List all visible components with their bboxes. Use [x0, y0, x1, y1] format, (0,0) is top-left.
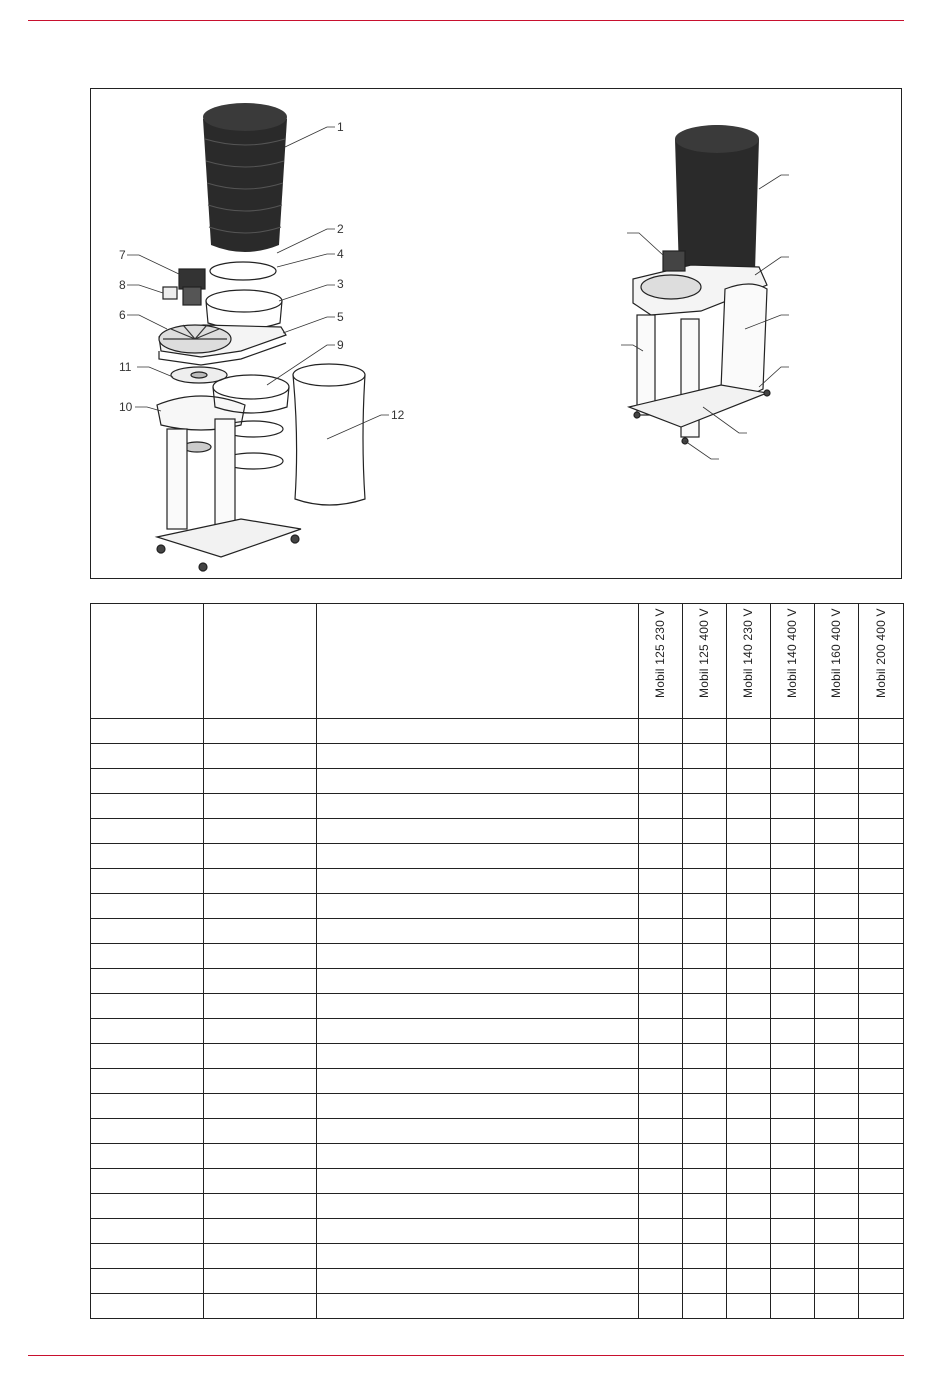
table-cell — [814, 919, 858, 944]
table-cell — [682, 1044, 726, 1069]
table-cell — [770, 719, 814, 744]
callout-5: 5 — [337, 310, 344, 324]
table-cell — [317, 1119, 638, 1144]
table-cell — [726, 769, 770, 794]
table-cell — [204, 1144, 317, 1169]
table-cell — [814, 869, 858, 894]
table-cell — [682, 1244, 726, 1269]
table-row — [91, 944, 904, 969]
table-cell — [204, 994, 317, 1019]
table-cell — [682, 944, 726, 969]
model-header — [858, 604, 903, 719]
table-cell — [204, 944, 317, 969]
header-cell — [91, 604, 204, 719]
callout-11: 11 — [119, 360, 132, 374]
table-cell — [770, 1169, 814, 1194]
table-cell — [204, 719, 317, 744]
table-row — [91, 994, 904, 1019]
table-cell — [317, 769, 638, 794]
table-cell — [814, 819, 858, 844]
table-cell — [682, 969, 726, 994]
header-cell — [204, 604, 317, 719]
table-cell — [814, 969, 858, 994]
table-cell — [770, 1244, 814, 1269]
ring-4 — [210, 262, 276, 280]
table-row — [91, 869, 904, 894]
table-cell — [858, 1019, 903, 1044]
table-row — [91, 794, 904, 819]
table-cell — [638, 769, 682, 794]
table-cell — [814, 944, 858, 969]
table-cell — [858, 1294, 903, 1319]
table-cell — [726, 844, 770, 869]
table-cell — [726, 1269, 770, 1294]
table-cell — [91, 744, 204, 769]
header-cell — [317, 604, 638, 719]
table-cell — [682, 719, 726, 744]
table-cell — [91, 1244, 204, 1269]
table-cell — [726, 1244, 770, 1269]
table-cell — [317, 969, 638, 994]
table-cell — [317, 719, 638, 744]
table-cell — [682, 1144, 726, 1169]
table-cell — [858, 844, 903, 869]
table-cell — [204, 1044, 317, 1069]
table-cell — [682, 1269, 726, 1294]
table-cell — [858, 919, 903, 944]
table-cell — [91, 1144, 204, 1169]
table-cell — [726, 1044, 770, 1069]
callout-3: 3 — [337, 277, 344, 291]
table-cell — [317, 1044, 638, 1069]
exploded-view-figure — [90, 88, 902, 579]
table-cell — [814, 1244, 858, 1269]
table-cell — [317, 1244, 638, 1269]
table-cell — [726, 1169, 770, 1194]
table-cell — [726, 1119, 770, 1144]
table-row — [91, 769, 904, 794]
table-cell — [638, 1294, 682, 1319]
table-cell — [204, 744, 317, 769]
table-cell — [204, 1069, 317, 1094]
table-cell — [638, 1244, 682, 1269]
table-cell — [638, 1169, 682, 1194]
table-cell — [638, 819, 682, 844]
table-cell — [858, 719, 903, 744]
table-cell — [91, 769, 204, 794]
table-cell — [204, 819, 317, 844]
table-cell — [317, 1219, 638, 1244]
table-cell — [682, 1019, 726, 1044]
model-header-label: Mobil 125 230 V — [653, 608, 668, 698]
model-header-label: Mobil 160 400 V — [829, 608, 844, 698]
table-cell — [858, 794, 903, 819]
table-cell — [858, 1094, 903, 1119]
table-cell — [858, 969, 903, 994]
table-cell — [770, 819, 814, 844]
table-cell — [858, 1269, 903, 1294]
table-cell — [91, 1019, 204, 1044]
table-cell — [204, 1019, 317, 1044]
table-row — [91, 919, 904, 944]
table-cell — [638, 1119, 682, 1144]
callout-8: 8 — [119, 278, 126, 292]
table-cell — [682, 744, 726, 769]
table-row — [91, 1094, 904, 1119]
table-cell — [770, 919, 814, 944]
table-cell — [858, 1219, 903, 1244]
table-cell — [91, 1194, 204, 1219]
table-cell — [726, 869, 770, 894]
table-cell — [770, 1069, 814, 1094]
ring-3 — [206, 290, 282, 312]
table-row — [91, 969, 904, 994]
table-cell — [814, 1094, 858, 1119]
table-cell — [638, 869, 682, 894]
table-cell — [814, 1144, 858, 1169]
table-cell — [858, 1244, 903, 1269]
table-cell — [204, 894, 317, 919]
table-cell — [814, 1194, 858, 1219]
table-cell — [814, 1294, 858, 1319]
table-cell — [91, 994, 204, 1019]
table-cell — [770, 1094, 814, 1119]
table-cell — [638, 944, 682, 969]
table-cell — [682, 844, 726, 869]
table-cell — [814, 994, 858, 1019]
table-cell — [91, 719, 204, 744]
table-cell — [638, 844, 682, 869]
callout-4: 4 — [337, 247, 344, 261]
table-row — [91, 894, 904, 919]
table-cell — [638, 794, 682, 819]
table-cell — [317, 744, 638, 769]
table-cell — [682, 1294, 726, 1319]
table-cell — [682, 994, 726, 1019]
table-cell — [770, 969, 814, 994]
model-header-label: Mobil 140 400 V — [785, 608, 800, 698]
table-cell — [770, 1269, 814, 1294]
table-cell — [638, 994, 682, 1019]
table-cell — [726, 1194, 770, 1219]
table-cell — [814, 1269, 858, 1294]
table-cell — [317, 1269, 638, 1294]
table-cell — [682, 919, 726, 944]
table-cell — [726, 744, 770, 769]
table-cell — [858, 1194, 903, 1219]
table-cell — [814, 1219, 858, 1244]
table-cell — [858, 1044, 903, 1069]
table-cell — [726, 994, 770, 1019]
table-cell — [317, 994, 638, 1019]
table-cell — [638, 1144, 682, 1169]
table-cell — [726, 1094, 770, 1119]
table-cell — [204, 969, 317, 994]
table-cell — [814, 769, 858, 794]
table-cell — [91, 944, 204, 969]
table-cell — [770, 1219, 814, 1244]
figure-drawing — [91, 89, 903, 580]
table-cell — [91, 969, 204, 994]
table-cell — [770, 769, 814, 794]
table-cell — [814, 1069, 858, 1094]
table-cell — [814, 744, 858, 769]
table-cell — [317, 1094, 638, 1119]
table-cell — [770, 869, 814, 894]
table-cell — [726, 1294, 770, 1319]
table-cell — [204, 1119, 317, 1144]
table-cell — [858, 744, 903, 769]
table-cell — [682, 819, 726, 844]
callout-10: 10 — [119, 400, 133, 414]
table-cell — [770, 1144, 814, 1169]
table-cell — [204, 1244, 317, 1269]
table-cell — [858, 819, 903, 844]
table-cell — [814, 794, 858, 819]
table-cell — [317, 1069, 638, 1094]
table-cell — [858, 769, 903, 794]
table-cell — [814, 1019, 858, 1044]
table-cell — [682, 769, 726, 794]
top-rule — [28, 20, 904, 21]
table-row — [91, 1169, 904, 1194]
table-cell — [770, 944, 814, 969]
table-cell — [726, 944, 770, 969]
table-cell — [726, 894, 770, 919]
table-cell — [204, 1094, 317, 1119]
table-cell — [770, 1044, 814, 1069]
table-row — [91, 819, 904, 844]
table-cell — [770, 1194, 814, 1219]
model-header — [726, 604, 770, 719]
table-cell — [726, 1069, 770, 1094]
table-cell — [317, 1144, 638, 1169]
parts-table — [90, 603, 904, 1319]
callout-12: 12 — [391, 408, 405, 422]
table-row — [91, 844, 904, 869]
table-cell — [317, 1194, 638, 1219]
table-cell — [638, 1044, 682, 1069]
callout-7: 7 — [119, 248, 126, 262]
table-cell — [726, 1019, 770, 1044]
table-cell — [204, 1269, 317, 1294]
table-cell — [726, 969, 770, 994]
table-cell — [858, 944, 903, 969]
table-cell — [770, 794, 814, 819]
bottom-rule — [28, 1355, 904, 1356]
table-cell — [770, 744, 814, 769]
table-cell — [682, 1094, 726, 1119]
callout-6: 6 — [119, 308, 126, 322]
table-cell — [814, 1044, 858, 1069]
table-cell — [204, 769, 317, 794]
table-cell — [91, 1069, 204, 1094]
table-cell — [858, 894, 903, 919]
table-cell — [91, 819, 204, 844]
table-cell — [91, 794, 204, 819]
table-cell — [91, 1169, 204, 1194]
table-cell — [91, 1219, 204, 1244]
table-cell — [204, 794, 317, 819]
table-cell — [682, 1219, 726, 1244]
table-cell — [317, 794, 638, 819]
table-cell — [204, 844, 317, 869]
table-cell — [317, 844, 638, 869]
table-cell — [91, 1269, 204, 1294]
table-cell — [682, 894, 726, 919]
table-cell — [204, 869, 317, 894]
table-row — [91, 1069, 904, 1094]
table-cell — [91, 894, 204, 919]
table-cell — [638, 1194, 682, 1219]
table-cell — [317, 1169, 638, 1194]
table-cell — [638, 1269, 682, 1294]
table-cell — [770, 1019, 814, 1044]
table-row — [91, 1044, 904, 1069]
table-cell — [770, 844, 814, 869]
table-cell — [814, 1169, 858, 1194]
table-cell — [317, 894, 638, 919]
table-cell — [770, 1119, 814, 1144]
table-cell — [91, 844, 204, 869]
callout-9: 9 — [337, 338, 344, 352]
table-cell — [858, 1119, 903, 1144]
model-header — [814, 604, 858, 719]
table-cell — [858, 1069, 903, 1094]
table-cell — [317, 819, 638, 844]
table-cell — [682, 1069, 726, 1094]
table-row — [91, 1144, 904, 1169]
assembled-unit — [621, 125, 789, 459]
table-cell — [682, 1119, 726, 1144]
model-header-label: Mobil 125 400 V — [697, 608, 712, 698]
parts-table-body — [91, 719, 904, 1319]
model-header — [770, 604, 814, 719]
table-cell — [726, 719, 770, 744]
table-cell — [858, 1169, 903, 1194]
table-row — [91, 1294, 904, 1319]
table-cell — [638, 894, 682, 919]
table-cell — [638, 1094, 682, 1119]
table-cell — [204, 1219, 317, 1244]
table-row — [91, 1119, 904, 1144]
table-cell — [726, 819, 770, 844]
table-cell — [726, 1144, 770, 1169]
table-cell — [317, 944, 638, 969]
table-row — [91, 744, 904, 769]
table-cell — [814, 844, 858, 869]
table-row — [91, 1219, 904, 1244]
callout-2: 2 — [337, 222, 344, 236]
table-cell — [91, 919, 204, 944]
table-cell — [814, 1119, 858, 1144]
table-cell — [91, 1294, 204, 1319]
table-cell — [317, 1019, 638, 1044]
table-cell — [770, 994, 814, 1019]
table-row — [91, 719, 904, 744]
table-cell — [638, 1219, 682, 1244]
table-cell — [814, 894, 858, 919]
model-header-label: Mobil 200 400 V — [873, 608, 888, 698]
table-cell — [204, 1194, 317, 1219]
model-header — [638, 604, 682, 719]
table-cell — [814, 719, 858, 744]
table-cell — [91, 869, 204, 894]
table-cell — [682, 1169, 726, 1194]
table-cell — [682, 869, 726, 894]
table-cell — [770, 1294, 814, 1319]
table-cell — [726, 794, 770, 819]
table-cell — [858, 994, 903, 1019]
table-cell — [317, 1294, 638, 1319]
table-cell — [317, 869, 638, 894]
table-cell — [638, 919, 682, 944]
table-cell — [91, 1044, 204, 1069]
table-cell — [638, 1069, 682, 1094]
table-cell — [204, 1169, 317, 1194]
table-cell — [638, 744, 682, 769]
model-header — [682, 604, 726, 719]
table-cell — [858, 1144, 903, 1169]
model-header-label: Mobil 140 230 V — [741, 608, 756, 698]
table-header-row — [91, 604, 904, 719]
table-row — [91, 1019, 904, 1044]
table-cell — [638, 969, 682, 994]
table-cell — [91, 1094, 204, 1119]
table-cell — [204, 1294, 317, 1319]
table-cell — [204, 919, 317, 944]
exploded-filter-bag — [203, 103, 287, 252]
table-cell — [317, 919, 638, 944]
table-cell — [682, 794, 726, 819]
table-row — [91, 1244, 904, 1269]
table-cell — [682, 1194, 726, 1219]
table-cell — [638, 1019, 682, 1044]
table-cell — [638, 719, 682, 744]
table-cell — [91, 1119, 204, 1144]
callout-1: 1 — [337, 120, 344, 134]
table-cell — [858, 869, 903, 894]
table-row — [91, 1269, 904, 1294]
table-row — [91, 1194, 904, 1219]
table-cell — [726, 1219, 770, 1244]
table-cell — [770, 894, 814, 919]
table-cell — [726, 919, 770, 944]
